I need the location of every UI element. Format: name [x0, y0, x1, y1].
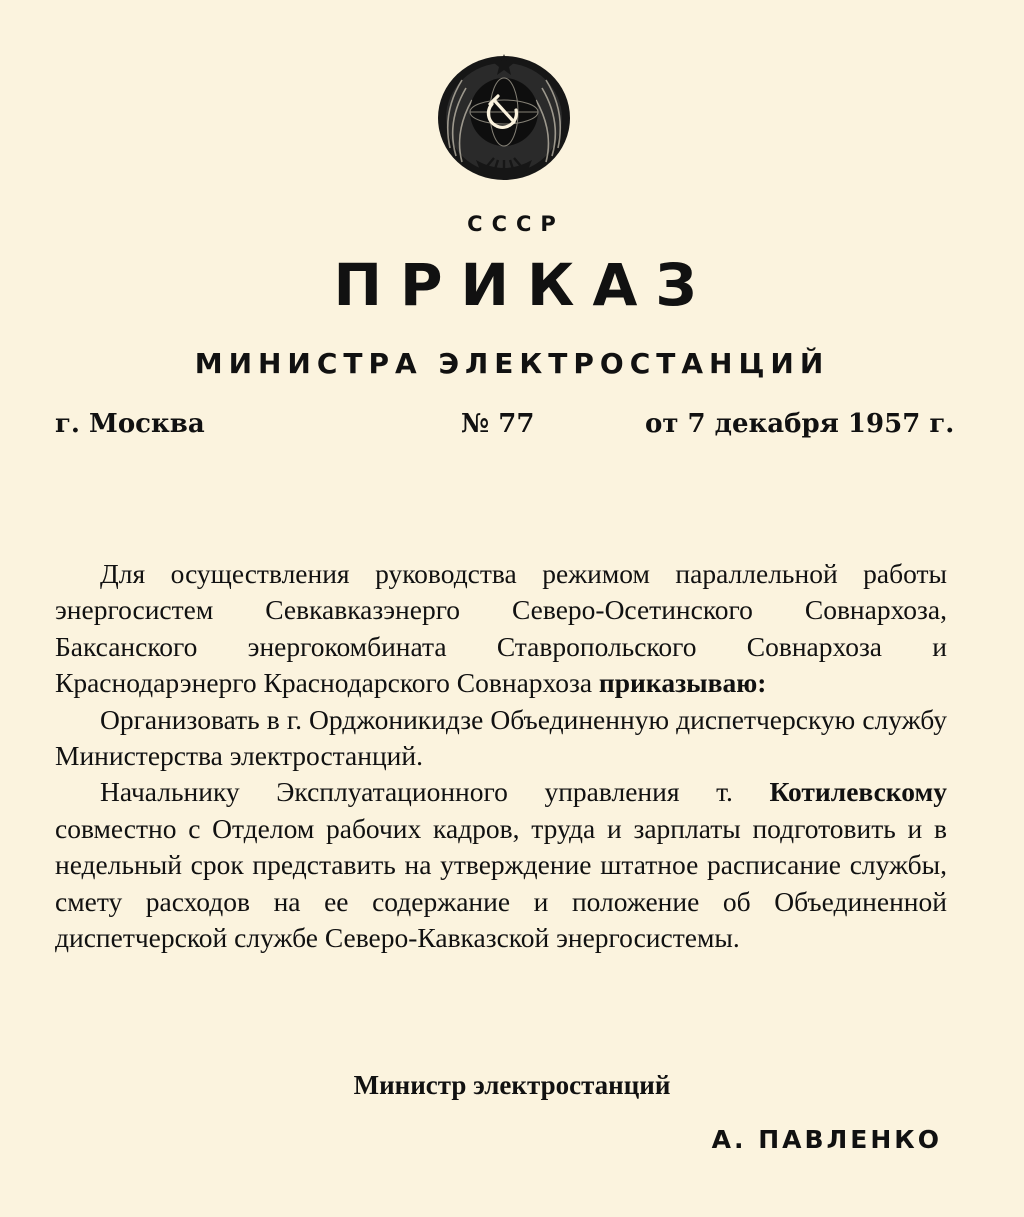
signer-name: А. ПАВЛЕНКО — [711, 1125, 942, 1154]
preamble-paragraph — [55, 556, 947, 702]
document-type-title: ПРИКАЗ — [333, 251, 715, 319]
signer-title: Министр электростанций — [353, 1070, 671, 1100]
order-body — [55, 556, 947, 956]
directive-paragraph-2 — [55, 774, 947, 956]
preamble-text: Для осуществления руководства режимом параллельной работы энергосистем Севкавказэнерго Северо-Осетинского Совнархоза, Баксанского энергокомбината Ставропольского Совнархоза и Краснодарэнерго Краснодарского Совнархоза — [55, 558, 947, 699]
issue-city: г. Москва — [55, 409, 205, 439]
responsible-person-name: Котилевскому — [769, 776, 947, 808]
directive-2-text: совместно с Отделом рабочих кадров, труда и зарплаты подготовить и в недельный срок представить на утверждение штатное расписание службы, смету расходов на ее содержание и положение об Объединенной диспетчерской службе Северо-Кавказской энергосистемы. — [55, 812, 947, 954]
directive-2-lead: Начальнику Эксплуатационного управления т. — [100, 776, 770, 808]
order-keyword: приказываю: — [598, 667, 767, 699]
issuer-heading: МИНИСТРА ЭЛЕКТРОСТАНЦИЙ — [194, 347, 830, 380]
country-heading: СССР — [467, 212, 565, 236]
ussr-coat-of-arms-icon — [432, 52, 576, 194]
directive-paragraph-1: Организовать в г. Орджоникидзе Объединенную диспетчерскую службу Министерства электростанций. — [55, 703, 947, 772]
issue-date: от 7 декабря 1957 г. — [645, 409, 955, 439]
order-number: № 77 — [461, 409, 535, 439]
